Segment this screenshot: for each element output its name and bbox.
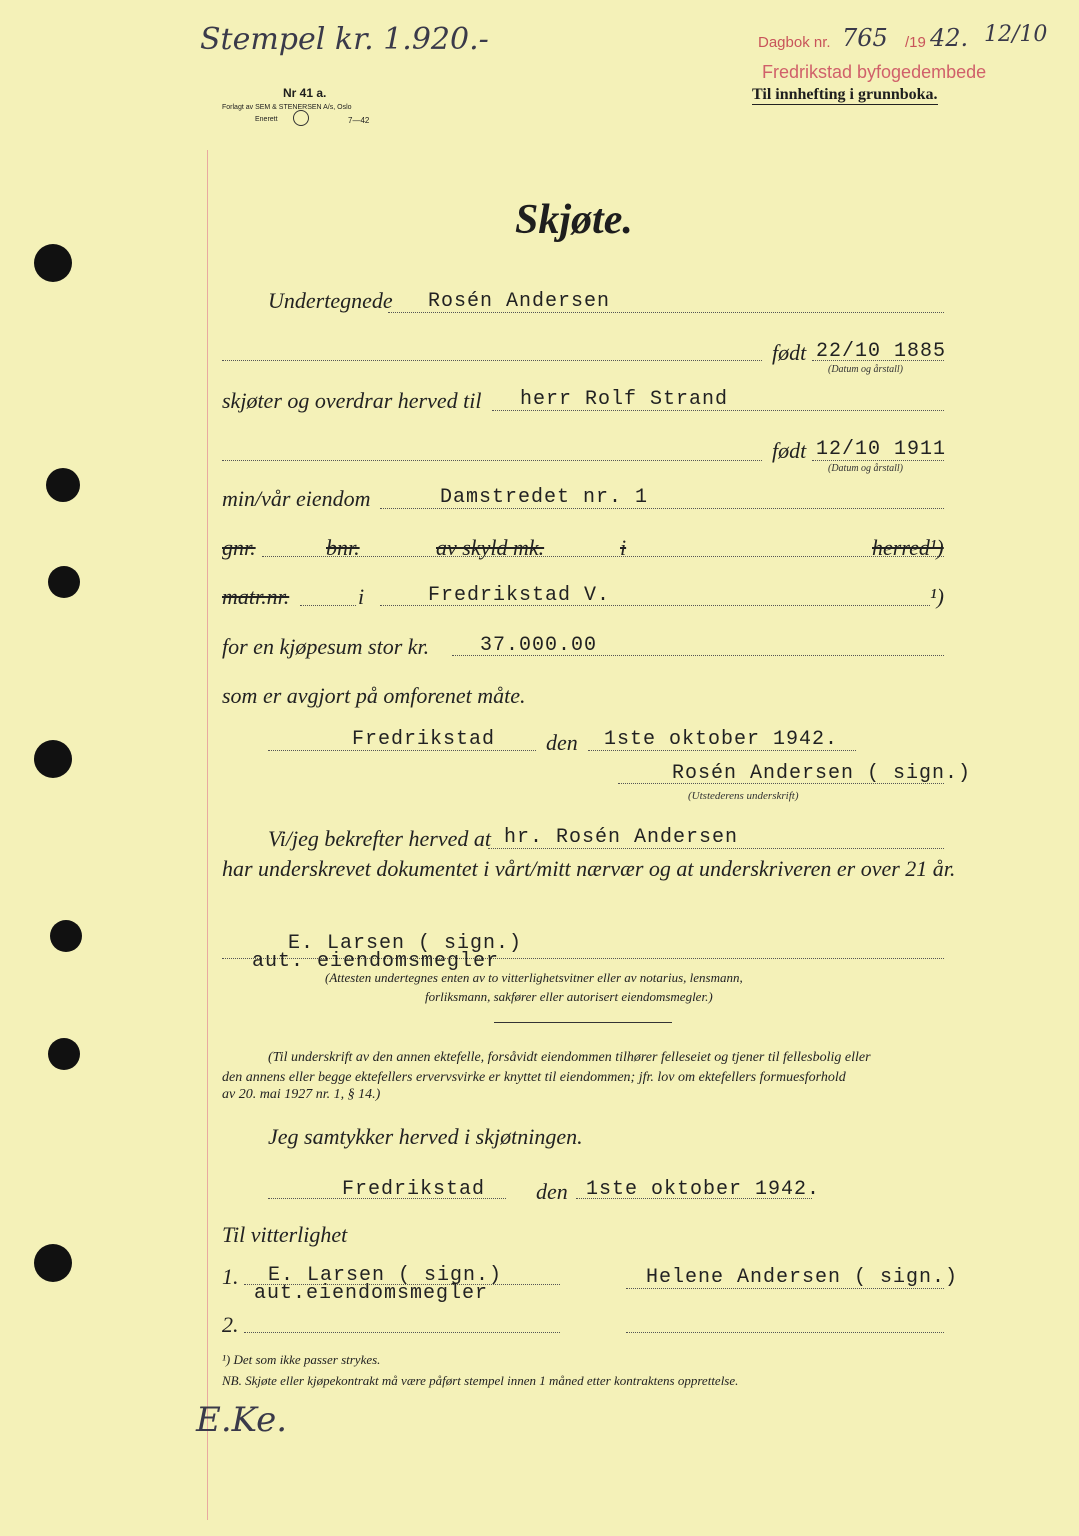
witnesses-label: Til vitterlighet (222, 1222, 348, 1247)
footnote-mark: ¹) (930, 584, 944, 609)
consent-date: 1ste oktober 1942. (586, 1178, 821, 1201)
attest-label: Vi/jeg bekrefter herved at (268, 826, 491, 851)
property-location: Fredrikstad V. (428, 584, 611, 607)
punch-hole-icon (50, 920, 82, 952)
form-date: 7—42 (348, 116, 370, 125)
divider (494, 1022, 672, 1023)
nb-note: NB. Skjøte eller kjøpekontrakt må være påført stempel innen 1 måned etter kontraktens opprettelse. (222, 1373, 739, 1388)
publisher-line: Forlagt av SEM & STENERSEN A/s, Oslo (222, 104, 352, 111)
property-value: Damstredet nr. 1 (440, 486, 649, 509)
herred-label: herred¹) (872, 535, 944, 560)
consent-text: Jeg samtykker herved i skjøtningen. (268, 1124, 583, 1149)
attest-person: hr. Rosén Andersen (504, 826, 739, 849)
witness-1-title: aut.eiendomsmegler (254, 1282, 489, 1305)
spouse-note-1: (Til underskrift av den annen ektefelle, forsåvidt eiendommen tilhører felleseiet og tjener til fellesbolig eller (268, 1050, 871, 1065)
fill-line (262, 556, 944, 557)
consent-place: Fredrikstad (342, 1178, 486, 1201)
property-label: min/vår eiendom (222, 486, 371, 511)
skyld-label: av skyld mk. (436, 535, 545, 560)
publisher-logo-icon (293, 110, 309, 126)
matr-i-label: i (358, 584, 365, 609)
margin-line (207, 150, 208, 1520)
buyer-born-hint: (Datum og årstall) (828, 463, 903, 474)
matr-label: matr.nr. (222, 584, 290, 609)
price-label: for en kjøpesum stor kr. (222, 634, 430, 659)
witness-title: aut. eiendomsmegler (252, 950, 500, 973)
signing-place: Fredrikstad (352, 728, 496, 751)
handwritten-initials: E.Ke. (196, 1400, 288, 1440)
signing-date: 1ste oktober 1942. (604, 728, 839, 751)
spouse-note-2: den annens eller begge ektefellers ervervsvirke er knyttet til eiendommen; jfr. lov om ektefellers formuesforhold (222, 1070, 846, 1085)
punch-hole-icon (46, 468, 80, 502)
witness-2-number: 2. (222, 1312, 239, 1337)
dagbok-label: Dagbok nr. (758, 34, 831, 51)
fill-line (244, 1332, 560, 1333)
seller-born-label: født (772, 340, 807, 365)
punch-hole-icon (34, 1244, 72, 1282)
court-stamp: Fredrikstad byfogedembede (762, 62, 987, 82)
settled-text: som er avgjort på omforenet måte. (222, 683, 526, 708)
form-number: Nr 41 a. (283, 86, 327, 100)
punch-hole-icon (48, 1038, 80, 1070)
attest-hint-1: (Attesten undertegnes enten av to vitterlighetsvitner eller av notarius, lensmann, (325, 970, 743, 985)
i-label: i (620, 535, 627, 560)
consent-den-label: den (536, 1179, 568, 1204)
witness-signature: E. Larsen ( sign.) (288, 932, 523, 955)
witness-1-name: E. Larsen ( sign.) (268, 1264, 503, 1287)
punch-hole-icon (34, 244, 72, 282)
transfer-label: skjøter og overdrar herved til (222, 388, 482, 413)
issuer-hint: (Utstederens underskrift) (688, 790, 799, 802)
buyer-born-label: født (772, 438, 807, 463)
seller-name: Rosén Andersen (428, 290, 611, 313)
fill-line (626, 1332, 944, 1333)
issuer-signature: Rosén Andersen ( sign.) (672, 762, 972, 785)
spouse-signature: Helene Andersen ( sign.) (646, 1266, 959, 1289)
fill-line (222, 460, 762, 461)
buyer-born-date: 12/10 1911 (816, 438, 947, 461)
price-amount: 37.000.00 (480, 634, 598, 657)
dagbok-year-label: /19 (905, 34, 926, 51)
filing-note: Til innhefting i grunnboka. (752, 86, 938, 103)
punch-hole-icon (34, 740, 72, 778)
seller-label: Undertegnede (268, 288, 393, 313)
seller-born-hint: (Datum og årstall) (828, 364, 903, 375)
attest-line2: har underskrevet dokumentet i vårt/mitt nærvær og at underskriveren er over 21 år. (222, 856, 956, 881)
signing-den-label: den (546, 730, 578, 755)
witness-1-number: 1. (222, 1264, 239, 1289)
attest-hint-2: forliksmann, sakfører eller autorisert eiendomsmegler.) (425, 989, 713, 1004)
footnote: ¹) Det som ikke passer strykes. (222, 1352, 381, 1367)
spouse-note-3: av 20. mai 1927 nr. 1, § 14.) (222, 1087, 381, 1102)
dagbok-date: 12/10 (984, 22, 1048, 47)
copyright-label: Enerett (255, 116, 278, 123)
document-title: Skjøte. (515, 197, 633, 243)
fill-line (300, 605, 356, 606)
dagbok-number: 765 (842, 24, 888, 52)
bnr-label: bnr. (326, 535, 360, 560)
dagbok-year: 42. (930, 24, 969, 52)
seller-born-date: 22/10 1885 (816, 340, 947, 363)
buyer-name: herr Rolf Strand (520, 388, 729, 411)
punch-hole-icon (48, 566, 80, 598)
handwritten-stamp-note: Stempel kr. 1.920.- (200, 22, 489, 57)
gnr-label: gnr. (222, 535, 256, 560)
fill-line (222, 360, 762, 361)
